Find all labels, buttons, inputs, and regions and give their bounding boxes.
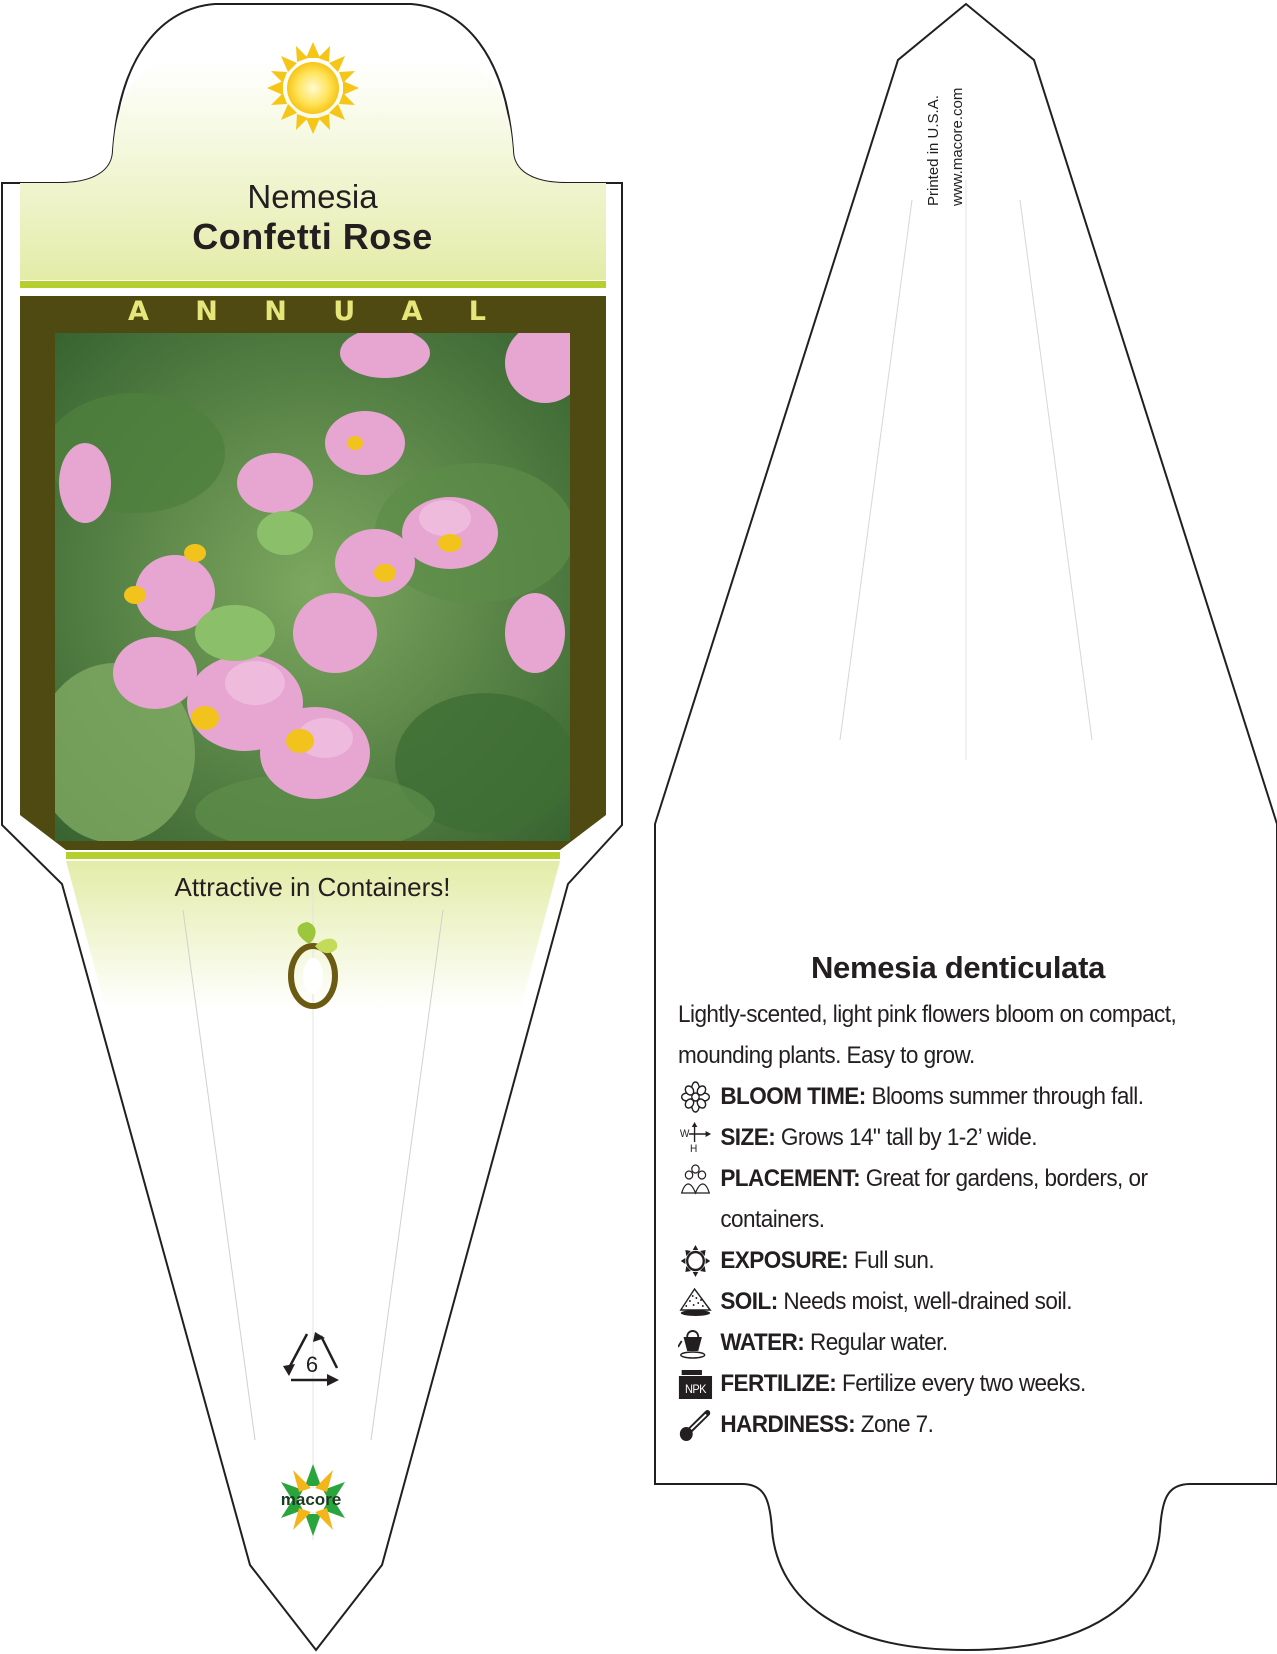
npk-label: NPK xyxy=(684,1383,706,1397)
care-value: Blooms summer through fall. xyxy=(871,1083,1144,1110)
size-icon xyxy=(678,1122,713,1154)
category-letter: A xyxy=(401,296,423,327)
size-icon-w: W xyxy=(679,1127,689,1141)
category-letter: N xyxy=(264,296,287,327)
thermometer-icon xyxy=(678,1409,713,1441)
care-label: PLACEMENT: xyxy=(720,1165,861,1192)
care-value: Grows 14" tall by 1-2’ wide. xyxy=(780,1124,1037,1151)
category-letter: A xyxy=(128,296,149,327)
plant-photo xyxy=(55,333,570,841)
print-note xyxy=(922,88,970,206)
care-label: FERTILIZE: xyxy=(720,1370,837,1397)
care-item-fertilize xyxy=(678,1363,1230,1404)
care-item-soil xyxy=(678,1281,1230,1322)
care-label: EXPOSURE: xyxy=(720,1247,849,1274)
category-letter: N xyxy=(195,296,218,327)
category-letter: L xyxy=(468,296,486,327)
print-origin: Printed in U.S.A. xyxy=(925,95,942,206)
care-label: SOIL: xyxy=(720,1288,778,1315)
soil-icon xyxy=(678,1286,713,1318)
care-value: Regular water. xyxy=(809,1329,948,1356)
care-item-exposure xyxy=(678,1240,1230,1281)
plant-cultivar: Confetti Rose xyxy=(192,216,433,257)
care-list xyxy=(678,1076,1230,1445)
plant-description: Lightly-scented, light pink flowers bloom on compact, mounding plants. Easy to grow. xyxy=(678,1001,1177,1069)
care-label: HARDINESS: xyxy=(720,1411,856,1438)
care-value: Zone 7. xyxy=(860,1411,934,1438)
care-label: SIZE: xyxy=(720,1124,776,1151)
npk-icon xyxy=(678,1368,713,1400)
size-icon-h: H xyxy=(689,1142,697,1154)
care-item-hardiness xyxy=(678,1404,1230,1445)
care-value: Fertilize every two weeks. xyxy=(841,1370,1086,1397)
care-item-water xyxy=(678,1322,1230,1363)
sun-outline-icon xyxy=(678,1245,713,1277)
latin-name: Nemesia denticulata xyxy=(810,950,1106,985)
brand-name: macore xyxy=(280,1490,342,1509)
recycle-number: 6 xyxy=(305,1352,319,1377)
care-value: Great for gardens, borders, or containers. xyxy=(720,1165,1148,1233)
care-label: WATER: xyxy=(720,1329,805,1356)
placement-icon xyxy=(678,1163,713,1195)
website: www.macore.com xyxy=(949,87,966,206)
plant-genus: Nemesia xyxy=(247,178,378,215)
care-value: Needs moist, well-drained soil. xyxy=(783,1288,1072,1315)
flower-icon xyxy=(678,1081,713,1113)
tagline: Attractive in Containers! xyxy=(174,872,451,902)
care-item-size xyxy=(678,1117,1230,1158)
care-value: Full sun. xyxy=(853,1247,935,1274)
category-label xyxy=(128,296,486,327)
care-item-bloom-time xyxy=(678,1076,1230,1117)
watering-can-icon xyxy=(678,1327,713,1359)
care-label: BLOOM TIME: xyxy=(720,1083,866,1110)
care-information xyxy=(678,950,1238,1445)
category-letter: U xyxy=(333,296,356,327)
care-item-placement xyxy=(678,1158,1230,1240)
